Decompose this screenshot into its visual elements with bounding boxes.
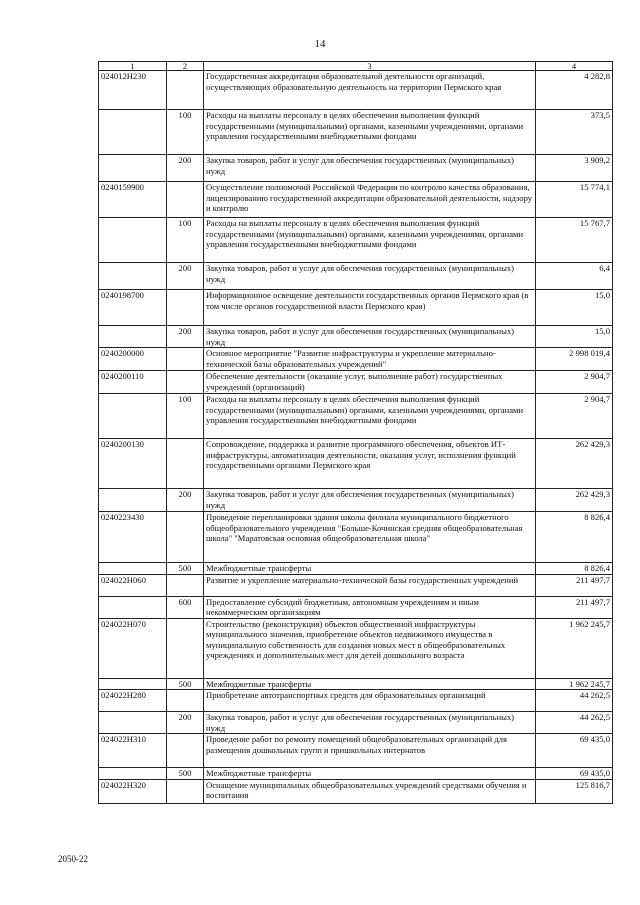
row-code (99, 263, 167, 290)
row-expense-type: 200 (167, 263, 204, 290)
row-name: Закупка товаров, работ и услуг для обеспечения государственных (муниципальных) нужд (204, 155, 536, 182)
row-amount: 373,5 (536, 110, 613, 155)
row-code: 0240200000 (99, 348, 167, 371)
row-name: Государственная аккредитация образовательной деятельности организаций, осуществляющих образовательную деятельность на территории Пермского края (204, 71, 536, 110)
row-name: Проведение перепланировки здания школы филиала муниципального бюджетного общеобразовательного учреждения "Больше-Кочинская средняя общеобразовательная школа" "Маратовская основная общеобразовательная школа" (204, 512, 536, 563)
row-expense-type (167, 779, 204, 803)
table-row (99, 574, 613, 596)
row-expense-type: 200 (167, 326, 204, 348)
table-row (99, 182, 613, 218)
row-name: Оснащение муниципальных общеобразовательных учреждений средствами обучения и воспитания (204, 779, 536, 803)
row-code: 024022Н060 (99, 574, 167, 596)
header-col-amount: 4 (536, 62, 613, 71)
row-name: Осуществление полномочий Российской Федерации по контролю качества образования, лицензированию государственной аккредитации образовательной деятельности, надзору и контролю (204, 182, 536, 218)
row-code (99, 678, 167, 690)
table-row (99, 218, 613, 263)
table-header-row (99, 62, 613, 71)
row-code (99, 218, 167, 263)
row-name: Развитие и укрепление материально-технической базы государственных учреждений (204, 574, 536, 596)
row-expense-type: 500 (167, 678, 204, 690)
row-amount: 1 962 245,7 (536, 618, 613, 678)
row-code: 024022З430 (99, 512, 167, 563)
row-expense-type (167, 182, 204, 218)
row-name: Расходы на выплаты персоналу в целях обеспечения выполнения функций государственными (муниципальными) органами, казенными учреждениями, органами управления государственными внебюджетными фондами (204, 394, 536, 439)
row-amount: 125 816,7 (536, 779, 613, 803)
budget-table (98, 61, 613, 804)
table-row (99, 71, 613, 110)
row-name: Сопровождение, поддержка и развитие программного обеспечения, объектов ИТ-инфраструктуры, автоматизация деятельности, оказания услуг, исполнения функций государственными органами Пермского края (204, 439, 536, 489)
row-expense-type (167, 574, 204, 596)
row-code: 0240200110 (99, 371, 167, 394)
table-row (99, 110, 613, 155)
row-code: 024022Н280 (99, 690, 167, 712)
table-row (99, 489, 613, 512)
row-amount: 44 262,5 (536, 690, 613, 712)
row-code (99, 155, 167, 182)
header-col-code: 1 (99, 62, 167, 71)
table-row (99, 768, 613, 780)
row-amount: 1 962 245,7 (536, 678, 613, 690)
row-code (99, 563, 167, 575)
table-row (99, 439, 613, 489)
row-expense-type: 500 (167, 768, 204, 780)
row-name: Информационное освещение деятельности государственных органов Пермского края (в том числе органов государственной власти Пермского края) (204, 290, 536, 326)
table-row (99, 348, 613, 371)
table-row (99, 371, 613, 394)
row-code (99, 596, 167, 618)
row-expense-type (167, 734, 204, 768)
row-code (99, 394, 167, 439)
row-amount: 211 497,7 (536, 596, 613, 618)
row-name: Расходы на выплаты персоналу в целях обеспечения выполнения функций государственными (муниципальными) органами, казенными учреждениями, органами управления государственными внебюджетными фондами (204, 218, 536, 263)
row-name: Проведение работ по ремонту помещений общеобразовательных организаций для размещения дошкольных групп и пришкольных интернатов (204, 734, 536, 768)
row-expense-type (167, 618, 204, 678)
row-expense-type (167, 439, 204, 489)
row-code: 0240198700 (99, 290, 167, 326)
row-amount: 3 909,2 (536, 155, 613, 182)
row-name: Закупка товаров, работ и услуг для обеспечения государственных (муниципальных) нужд (204, 326, 536, 348)
row-amount: 4 282,8 (536, 71, 613, 110)
row-name: Приобретение автотранспортных средств для образовательных организаций (204, 690, 536, 712)
row-code (99, 489, 167, 512)
row-expense-type (167, 290, 204, 326)
row-expense-type: 200 (167, 155, 204, 182)
row-amount: 2 904,7 (536, 371, 613, 394)
table-row (99, 618, 613, 678)
table-row (99, 512, 613, 563)
table-row (99, 155, 613, 182)
row-code (99, 712, 167, 734)
row-name: Межбюджетные трансферты (204, 563, 536, 575)
row-amount: 2 904,7 (536, 394, 613, 439)
row-expense-type: 100 (167, 394, 204, 439)
row-code (99, 110, 167, 155)
row-amount: 6,4 (536, 263, 613, 290)
row-amount: 211 497,7 (536, 574, 613, 596)
row-name: Межбюджетные трансферты (204, 768, 536, 780)
row-amount: 262 429,3 (536, 489, 613, 512)
table-row (99, 678, 613, 690)
table-row (99, 690, 613, 712)
row-name: Обеспечение деятельности (оказание услуг, выполнение работ) государственных учреждений (организаций) (204, 371, 536, 394)
row-amount: 8 826,4 (536, 563, 613, 575)
row-expense-type: 500 (167, 563, 204, 575)
row-code (99, 326, 167, 348)
table-row (99, 263, 613, 290)
row-expense-type (167, 371, 204, 394)
header-col-type: 2 (167, 62, 204, 71)
header-col-name: 3 (204, 62, 536, 71)
row-amount: 262 429,3 (536, 439, 613, 489)
row-amount: 44 262,5 (536, 712, 613, 734)
row-name: Расходы на выплаты персоналу в целях обеспечения выполнения функций государственными (муниципальными) органами, казенными учреждениями, органами управления государственными внебюджетными фондами (204, 110, 536, 155)
table-row (99, 394, 613, 439)
row-code: 024012H230 (99, 71, 167, 110)
table-row (99, 290, 613, 326)
table-row (99, 779, 613, 803)
row-expense-type (167, 71, 204, 110)
row-code: 024022Н070 (99, 618, 167, 678)
row-name: Закупка товаров, работ и услуг для обеспечения государственных (муниципальных) нужд (204, 263, 536, 290)
row-expense-type: 600 (167, 596, 204, 618)
row-amount: 69 435,0 (536, 734, 613, 768)
row-name: Закупка товаров, работ и услуг для обеспечения государственных (муниципальных) нужд (204, 712, 536, 734)
row-name: Межбюджетные трансферты (204, 678, 536, 690)
row-code (99, 768, 167, 780)
row-code: 024022Н310 (99, 734, 167, 768)
row-expense-type: 100 (167, 110, 204, 155)
table-row (99, 712, 613, 734)
row-name: Закупка товаров, работ и услуг для обеспечения государственных (муниципальных) нужд (204, 489, 536, 512)
row-amount: 15,0 (536, 326, 613, 348)
row-amount: 2 998 019,4 (536, 348, 613, 371)
row-expense-type: 200 (167, 489, 204, 512)
table-row (99, 326, 613, 348)
row-amount: 15,0 (536, 290, 613, 326)
table-row (99, 596, 613, 618)
row-amount: 15 767,7 (536, 218, 613, 263)
footer-code: 2050-22 (58, 854, 88, 864)
table-row (99, 734, 613, 768)
page-number: 14 (314, 38, 326, 50)
row-expense-type: 200 (167, 712, 204, 734)
row-name: Строительство (реконструкция) объектов общественной инфраструктуры муниципального значения, приобретение объектов недвижимого имущества в муниципальную собственность для создания новых мест в общеобразовательных учреждениях и дополнительных мест для детей дошкольного возраста (204, 618, 536, 678)
row-code: 0240159900 (99, 182, 167, 218)
row-code: 024022Н320 (99, 779, 167, 803)
row-expense-type (167, 512, 204, 563)
row-name: Основное мероприятие "Развитие инфраструктуры и укрепление материально-технической базы образовательных учреждений" (204, 348, 536, 371)
row-expense-type (167, 690, 204, 712)
row-amount: 15 774,1 (536, 182, 613, 218)
row-code: 0240200130 (99, 439, 167, 489)
row-expense-type: 100 (167, 218, 204, 263)
row-amount: 8 826,4 (536, 512, 613, 563)
table-row (99, 563, 613, 575)
row-name: Предоставление субсидий бюджетным, автономным учреждениям и иным некоммерческим организациям (204, 596, 536, 618)
row-amount: 69 435,0 (536, 768, 613, 780)
row-expense-type (167, 348, 204, 371)
